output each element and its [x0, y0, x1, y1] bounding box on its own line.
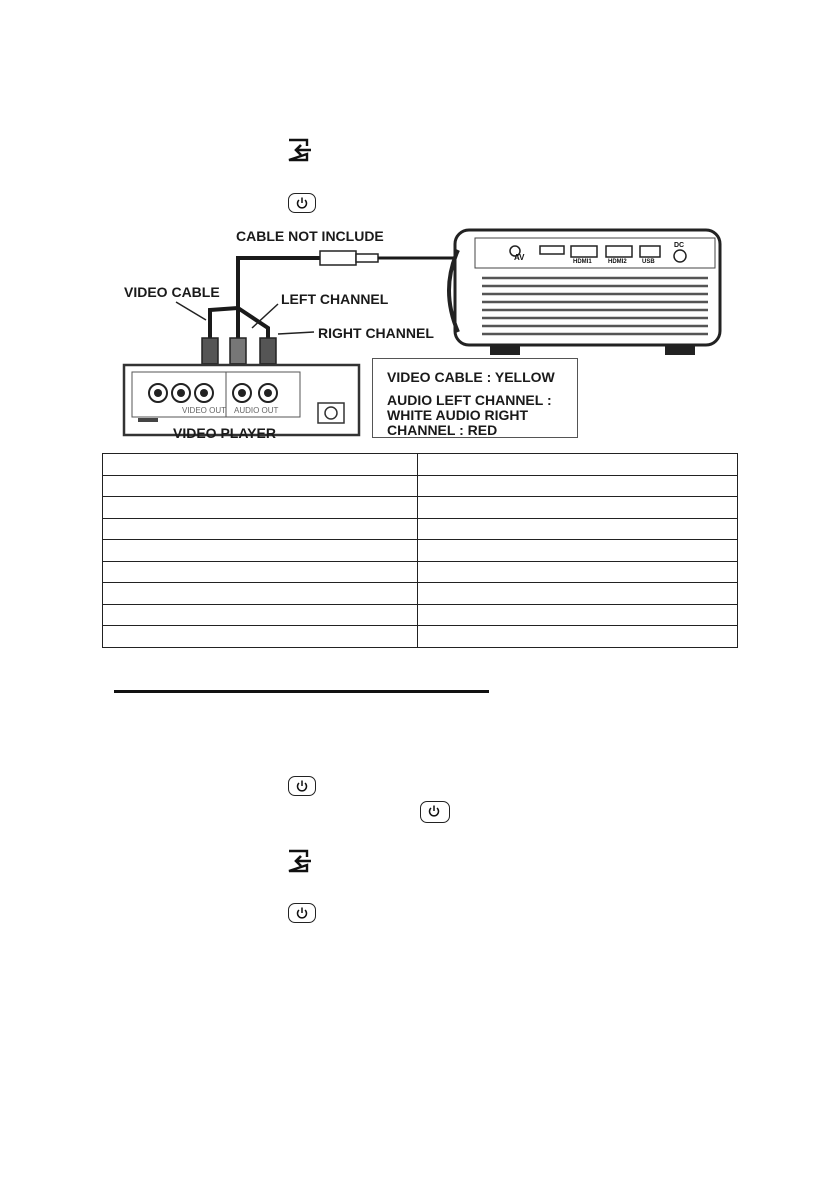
table-cell: [418, 518, 738, 540]
section-heading-underline: [114, 690, 489, 693]
left-channel-label: LEFT CHANNEL: [281, 291, 389, 307]
table-row: [103, 454, 738, 476]
table-cell: [418, 475, 738, 497]
input-source-icon: [287, 138, 313, 162]
table-row: [103, 475, 738, 497]
port-av-label: AV: [514, 253, 525, 262]
table-cell: [103, 626, 418, 648]
table-cell: [418, 454, 738, 476]
table-row: [103, 540, 738, 562]
info-line-1: VIDEO CABLE : YELLOW: [387, 369, 555, 385]
info-line-4: CHANNEL : RED: [387, 422, 498, 438]
power-button-icon: [288, 193, 316, 213]
player-video-out-label: VIDEO OUT: [182, 406, 227, 415]
table-cell: [418, 604, 738, 626]
power-button-icon: [288, 903, 316, 923]
table-cell: [418, 497, 738, 519]
port-usb-label: USB: [642, 259, 655, 265]
table-row: [103, 604, 738, 626]
port-hdmi1-label: HDMI1: [573, 259, 592, 265]
port-dc-label: DC: [674, 242, 685, 249]
table-row: [103, 583, 738, 605]
video-player-label: VIDEO PLAYER: [173, 425, 276, 441]
player-audio-out-label: AUDIO OUT: [234, 406, 279, 415]
table-row: [103, 497, 738, 519]
table-cell: [418, 540, 738, 562]
table-cell: [103, 561, 418, 583]
table-cell: [103, 604, 418, 626]
input-source-icon: [287, 849, 313, 873]
power-button-icon: [288, 776, 316, 796]
table-cell: [418, 583, 738, 605]
video-cable-label: VIDEO CABLE: [124, 284, 220, 300]
table-cell: [103, 497, 418, 519]
table-cell: [103, 540, 418, 562]
cable-not-include-label: CABLE NOT INCLUDE: [236, 228, 384, 244]
table-row: [103, 518, 738, 540]
power-button-icon: [420, 801, 450, 823]
table-cell: [103, 454, 418, 476]
table-cell: [103, 583, 418, 605]
right-channel-label: RIGHT CHANNEL: [318, 325, 434, 341]
table-cell: [103, 518, 418, 540]
table-cell: [103, 475, 418, 497]
port-hdmi2-label: HDMI2: [608, 259, 627, 265]
info-line-2: AUDIO LEFT CHANNEL :: [387, 392, 552, 408]
info-line-3: WHITE AUDIO RIGHT: [387, 407, 529, 423]
cable-color-info-box: [372, 358, 578, 438]
table-cell: [418, 561, 738, 583]
table-row: [103, 626, 738, 648]
table-row: [103, 561, 738, 583]
table-cell: [418, 626, 738, 648]
spec-table: [102, 453, 738, 648]
